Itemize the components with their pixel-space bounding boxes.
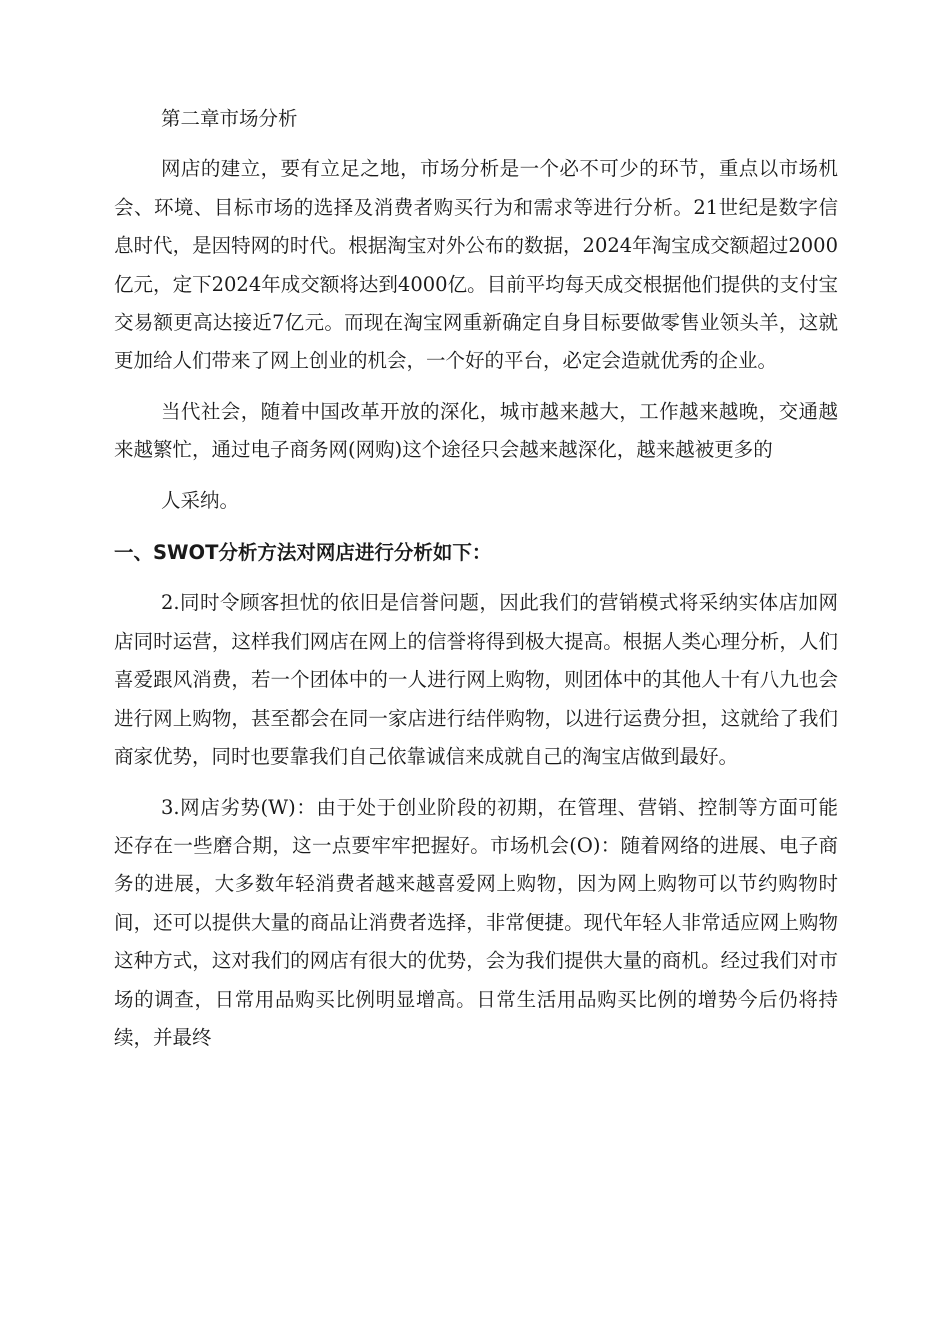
paragraph-intro: 网店的建立，要有立足之地，市场分析是一个必不可少的环节，重点以市场机会、环境、目标市场的选择及消费者购买行为和需求等进行分析。21世纪是数字信息时代，是因特网的时代。根据淘宝对外公布的数据，2024年淘宝成交额超过2000亿元，定下2024年成交额将达到4000亿。目前平均每天成交根据他们提供的支付宝交易额更高达接近7亿元。而现在淘宝网重新确定自身目标要做零售业领头羊，这就更加给人们带来了网上创业的机会，一个好的平台，必定会造就优秀的企业。 bbox=[114, 157, 838, 373]
document-page bbox=[114, 100, 838, 1057]
paragraph-society: 当代社会，随着中国改革开放的深化，城市越来越大，工作越来越晚，交通越来越繁忙，通过电子商务网(网购)这个途径只会越来越深化，越来越被更多的 bbox=[114, 399, 838, 462]
section-heading-swot: 一、SWOT分析方法对网店进行分析如下： bbox=[114, 541, 492, 565]
chapter-title: 第二章市场分析 bbox=[161, 107, 298, 130]
paragraph-adopt: 人采纳。 bbox=[161, 488, 240, 512]
paragraph-point-3: 3.网店劣势(W)：由于处于创业阶段的初期，在管理、营销、控制等方面可能还存在一些磨合期，这一点要牢牢把握好。市场机会(O)：随着网络的进展、电子商务的进展，大多数年轻消费者越来越喜爱网上购物，因为网上购物可以节约购物时间，还可以提供大量的商品让消费者选择，非常便捷。现代年轻人非常适应网上购物这种方式，这对我们的网店有很大的优势，会为我们提供大量的商机。经过我们对市场的调查，日常用品购买比例明显增高。日常生活用品购买比例的增势今后仍将持续，并最终 bbox=[114, 795, 838, 1049]
paragraph-point-2: 2.同时令顾客担忧的依旧是信誉问题，因此我们的营销模式将采纳实体店加网店同时运营，这样我们网店在网上的信誉将得到极大提高。根据人类心理分析，人们喜爱跟风消费，若一个团体中的一人进行网上购物，则团体中的其他人十有八九也会进行网上购物，甚至都会在同一家店进行结伴购物，以进行运费分担，这就给了我们商家优势，同时也要靠我们自己依靠诚信来成就自己的淘宝店做到最好。 bbox=[114, 591, 838, 769]
